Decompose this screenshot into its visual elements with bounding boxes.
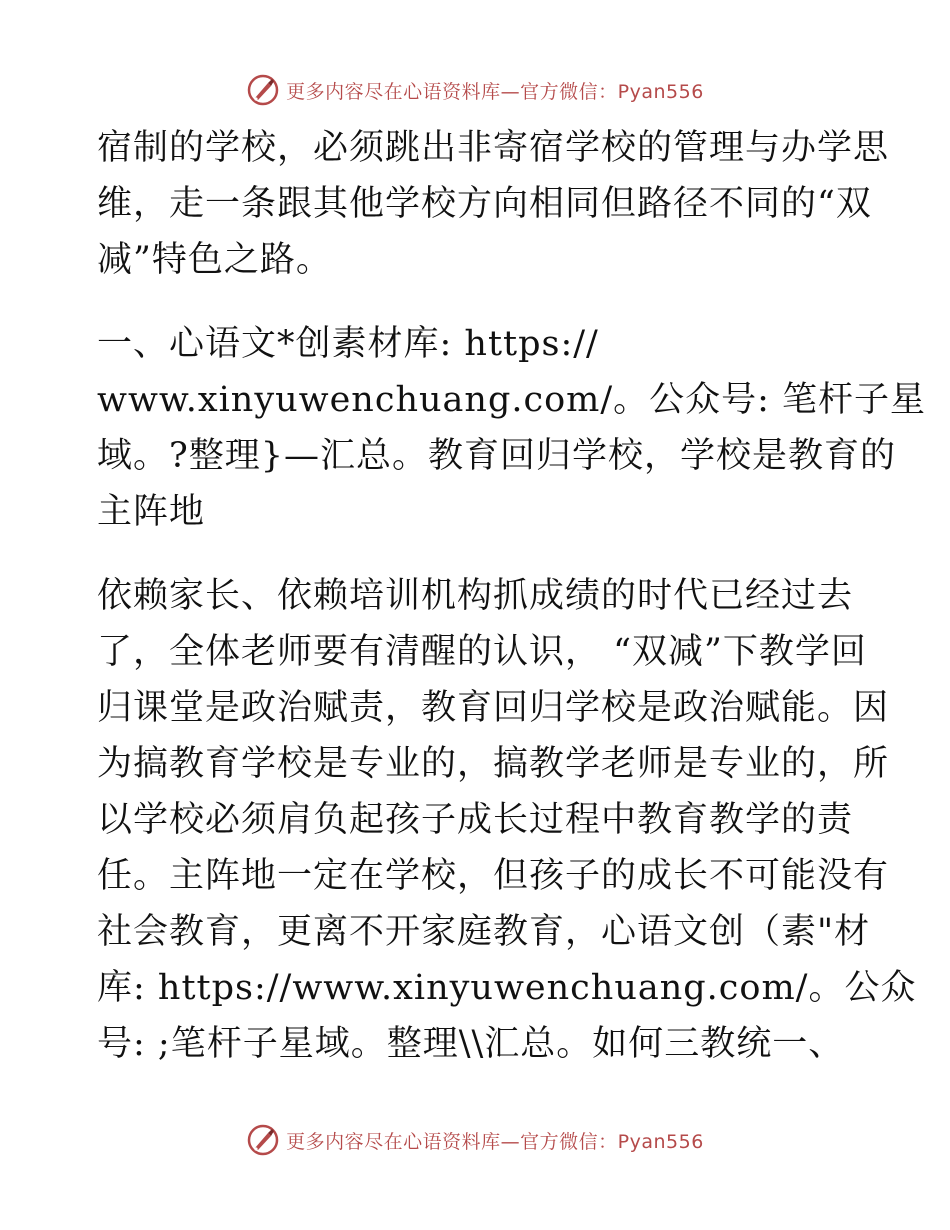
- footer-watermark-banner: [0, 1120, 950, 1160]
- paragraph-line: 宿制的学校，必须跳出非寄宿学校的管理与办学思: [97, 128, 890, 168]
- paragraph-line: 减”特色之路。: [97, 240, 332, 280]
- header-watermark-banner: [0, 70, 950, 110]
- pen-logo-icon: [246, 73, 280, 107]
- pen-logo-icon: [246, 1123, 280, 1157]
- footer-watermark-text: 更多内容尽在心语资料库—官方微信：Pyan556: [286, 1130, 704, 1153]
- section-heading-line: 域。?整理}—汇总。教育回归学校，学校是教育的: [97, 436, 897, 476]
- paragraph-line: 社会教育，更离不开家庭教育，心语文创（素"材: [97, 912, 871, 952]
- section-heading-line: 一、心语文*创素材库: https://: [97, 324, 599, 364]
- section-heading-line: 主阵地: [97, 492, 206, 532]
- paragraph-line: 归课堂是政治赋责，教育回归学校是政治赋能。因: [97, 688, 890, 728]
- paragraph-line: 维，走一条跟其他学校方向相同但路径不同的“双: [97, 184, 872, 224]
- paragraph-line: 为搞教育学校是专业的，搞教学老师是专业的，所: [97, 744, 890, 784]
- paragraph-line: 号: ;笔杆子星域。整理\\汇总。如何三教统一、: [97, 1024, 845, 1064]
- paragraph-line: 库: https://www.xinyuwenchuang.com/。公众: [97, 968, 917, 1008]
- document-body: [97, 120, 927, 1072]
- paragraph-line: 依赖家长、依赖培训机构抓成绩的时代已经过去: [97, 576, 854, 616]
- paragraph-line: 任。主阵地一定在学校，但孩子的成长不可能没有: [97, 856, 890, 896]
- section-heading-line: www.xinyuwenchuang.com/。公众号: 笔杆子星: [97, 380, 927, 420]
- paragraph-line: 了，全体老师要有清醒的认识， “双减”下教学回: [97, 632, 867, 672]
- paragraph-line: 以学校必须肩负起孩子成长过程中教育教学的责: [97, 800, 854, 840]
- header-watermark-text: 更多内容尽在心语资料库—官方微信：Pyan556: [286, 80, 704, 103]
